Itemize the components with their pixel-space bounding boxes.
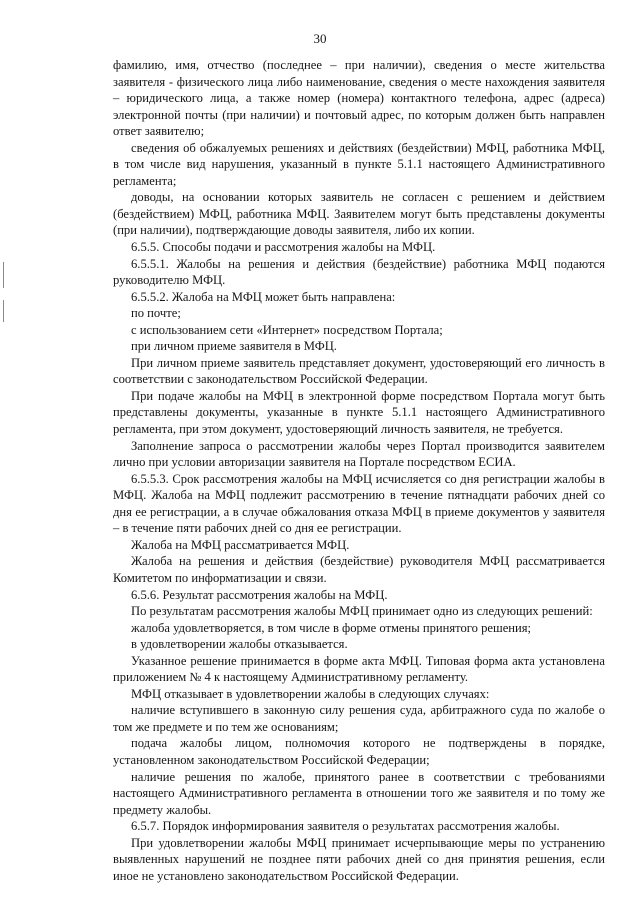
list-item: жалоба удовлетворяется, в том числе в форме отмены принятого решения; [131,620,532,635]
list-item: наличие решения по жалобе, принятого ранее в соответствии с требованиями настоящего Административного регламента в отношении того же заявителя и по тому же предмету жалобы. [113,769,605,817]
paragraph: 6.5.5.1. Жалобы на решения и действия (бездействие) работника МФЦ подаются руководителю МФЦ. [113,256,605,288]
page-number: 30 [313,31,327,46]
paragraph: Жалоба на решения и действия (бездействие) руководителя МФЦ рассматривается Комитетом по информатизации и связи. [113,554,605,585]
paragraph: При подаче жалобы на МФЦ в электронной форме посредством Портала могут быть представлены документы, указанные в пункте 5.1.1 настоящего Административного регламента, при этом документ, удостоверяющий личность заявителя, не требуется. [113,388,605,437]
paragraph: При личном приеме заявитель представляет документ, удостоверяющий его личность в соответствии с законодательством Российской Федерации. [113,355,605,387]
list-item: в удовлетворении жалобы отказывается. [131,637,348,652]
paragraph: Заполнение запроса о рассмотрении жалобы через Портал производится заявителем лично при условии авторизации заявителя на Портале посредством ЕСИА. [113,438,605,470]
binding-mark [3,262,4,288]
paragraph: 6.5.5.3. Срок рассмотрения жалобы на МФЦ исчисляется со дня регистрации жалобы в МФЦ. Жалоба на МФЦ подлежит рассмотрению в течение пятнадцати рабочих дней со дня ее регистрации, а в случае обжалования отказа МФЦ в приеме документов у заявителя – в течение пяти рабочих дней со дня ее регистрации. [113,471,605,536]
list-item: по почте; [131,306,181,321]
document-body [113,57,605,884]
paragraph: МФЦ отказывает в удовлетворении жалобы в следующих случаях: [131,686,490,701]
section-heading: 6.5.6. Результат рассмотрения жалобы на МФЦ. [131,587,388,602]
paragraph: По результатам рассмотрения жалобы МФЦ принимает одно из следующих решений: [131,604,593,619]
paragraph: 6.5.5.2. Жалоба на МФЦ может быть направлена: [131,289,396,304]
list-item: с использованием сети «Интернет» посредством Портала; [131,322,443,337]
list-item: подача жалобы лицом, полномочия которого не подтверждены в порядке, установленном законодательством Российской Федерации; [113,736,605,767]
list-item: наличие вступившего в законную силу решения суда, арбитражного суда по жалобе о том же предмете и по тем же основаниям; [113,703,605,734]
paragraph: Указанное решение принимается в форме акта МФЦ. Типовая форма акта установлена приложением № 4 к настоящему Административному регламенту. [113,653,605,685]
section-heading: 6.5.5. Способы подачи и рассмотрения жалобы на МФЦ. [131,240,436,255]
binding-mark [3,300,4,322]
paragraph: фамилию, имя, отчество (последнее – при наличии), сведения о месте жительства заявителя - физического лица либо наименование, сведения о месте нахождения заявителя – юридического лица, а также номер (номера) контактного телефона, адрес (адреса) электронной почты (при наличии) и почтовый адрес, по которым должен быть направлен ответ заявителю; [113,58,605,139]
paragraph: При удовлетворении жалобы МФЦ принимает исчерпывающие меры по устранению выявленных нарушений не позднее пяти рабочих дней со дня принятия решения, если иное не установлено законодательством Российской Федерации. [113,835,605,883]
paragraph: Жалоба на МФЦ рассматривается МФЦ. [131,537,350,552]
section-heading: 6.5.7. Порядок информирования заявителя о результатах рассмотрения жалобы. [131,819,560,834]
list-item: при личном приеме заявителя в МФЦ. [131,339,337,354]
paragraph: сведения об обжалуемых решениях и действиях (бездействии) МФЦ, работника МФЦ, в том числе вид нарушения, указанный в пункте 5.1.1 настоящего Административного регламента; [113,140,605,188]
paragraph: доводы, на основании которых заявитель не согласен с решением и действием (бездействием) МФЦ, работника МФЦ. Заявителем могут быть представлены документы (при наличии), подтверждающие доводы заявителя, либо их копии. [113,190,605,238]
